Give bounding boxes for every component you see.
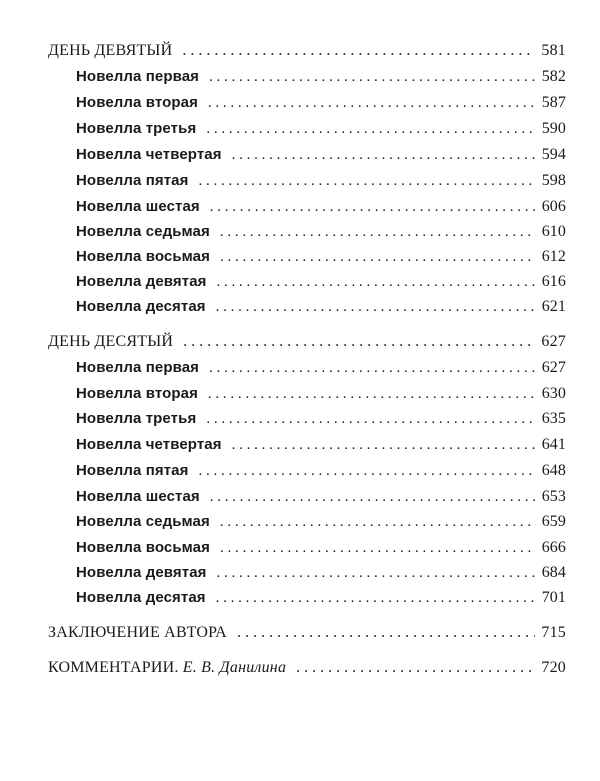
dot-leader	[216, 590, 536, 607]
toc-entry-title: Новелла шестая	[76, 198, 200, 215]
toc-page-number: 648	[541, 462, 566, 479]
toc-entry-title: Новелла десятая	[76, 298, 206, 315]
toc-entry	[76, 385, 566, 403]
dot-leader	[220, 224, 536, 241]
toc-page-number: 616	[541, 273, 566, 290]
toc-entry-title: Новелла вторая	[76, 385, 198, 402]
toc-entry	[76, 298, 566, 316]
dot-leader	[182, 42, 535, 60]
toc-page-number: 594	[541, 146, 566, 163]
dot-leader	[210, 199, 536, 216]
toc-page-number: 581	[541, 42, 566, 59]
dot-leader	[220, 514, 536, 531]
toc-entry-title: Новелла девятая	[76, 564, 207, 581]
dot-leader	[217, 274, 536, 291]
dot-leader	[206, 121, 535, 138]
toc-entry-title: ДЕНЬ ДЕВЯТЫЙ	[48, 42, 173, 59]
toc-entry	[76, 488, 566, 506]
toc-entry-title-wrap	[48, 659, 286, 677]
dot-leader	[209, 360, 536, 377]
toc-page-number: 587	[541, 94, 566, 111]
toc-entry-title: Новелла вторая	[76, 94, 198, 111]
dot-leader	[183, 333, 535, 351]
toc-page-number: 684	[541, 564, 566, 581]
toc-page-number: 720	[541, 659, 566, 676]
toc-page-number: 598	[541, 172, 566, 189]
toc-page-number: 666	[541, 539, 566, 556]
toc-page-number: 627	[541, 359, 566, 376]
toc-page-number: 635	[541, 410, 566, 427]
toc-page-number: 715	[541, 624, 566, 641]
toc-entry-title: КОММЕНТАРИИ.	[48, 659, 179, 676]
dot-leader	[210, 489, 536, 506]
dot-leader	[237, 624, 535, 642]
toc-page-number: 612	[541, 248, 566, 265]
toc-entry	[76, 94, 566, 112]
toc-entry-comments	[48, 659, 566, 677]
dot-leader	[217, 565, 536, 582]
toc-entry	[76, 120, 566, 138]
toc-entry	[76, 198, 566, 216]
toc-page-number: 610	[541, 223, 566, 240]
toc-entry	[76, 172, 566, 190]
toc-page-number: 653	[541, 488, 566, 505]
toc-entry	[76, 248, 566, 266]
dot-leader	[208, 95, 536, 112]
dot-leader	[232, 147, 536, 164]
toc-entry-author: Е. В. Данилина	[182, 659, 287, 676]
toc-entry-conclusion	[48, 624, 566, 642]
toc-entry-day-nine	[48, 42, 566, 60]
toc-entry-title: Новелла пятая	[76, 172, 189, 189]
toc-entry	[76, 589, 566, 607]
dot-leader	[216, 299, 536, 316]
toc-entry	[76, 539, 566, 557]
dot-leader	[232, 437, 536, 454]
toc-entry-title: Новелла десятая	[76, 589, 206, 606]
toc-entry	[76, 564, 566, 582]
toc-entry	[76, 359, 566, 377]
dot-leader	[209, 69, 536, 86]
toc-page-number: 582	[541, 68, 566, 85]
toc-page-number: 659	[541, 513, 566, 530]
dot-leader	[296, 659, 535, 677]
toc-entry	[76, 410, 566, 428]
toc-entry-title: ЗАКЛЮЧЕНИЕ АВТОРА	[48, 624, 227, 641]
toc-entry-title: Новелла пятая	[76, 462, 189, 479]
toc-entry-title: Новелла седьмая	[76, 223, 210, 240]
toc-entry-title: Новелла восьмая	[76, 539, 210, 556]
toc-page-number: 606	[541, 198, 566, 215]
toc-entry	[76, 462, 566, 480]
toc-entry-title: Новелла третья	[76, 120, 197, 137]
toc-page-number: 590	[541, 120, 566, 137]
toc-page-number: 641	[541, 436, 566, 453]
dot-leader	[220, 540, 536, 557]
toc-entry	[76, 513, 566, 531]
toc-page-number: 627	[541, 333, 566, 350]
toc-entry-title: Новелла седьмая	[76, 513, 210, 530]
toc-page-number: 621	[541, 298, 566, 315]
toc-entry	[76, 223, 566, 241]
toc-entry-day-ten	[48, 333, 566, 351]
toc-entry-title: Новелла первая	[76, 359, 200, 376]
toc-page-number: 701	[541, 589, 566, 606]
toc-entry-title: Новелла третья	[76, 410, 197, 427]
toc-entry	[76, 146, 566, 164]
dot-leader	[198, 173, 535, 190]
dot-leader	[208, 386, 536, 403]
dot-leader	[206, 411, 535, 428]
toc-entry-title: ДЕНЬ ДЕСЯТЫЙ	[48, 333, 174, 350]
toc-entry	[76, 273, 566, 291]
toc-entry-title: Новелла восьмая	[76, 248, 210, 265]
toc-entry-title: Новелла шестая	[76, 488, 200, 505]
toc-entry-title: Новелла первая	[76, 68, 200, 85]
toc-page-number: 630	[541, 385, 566, 402]
toc-entry-title: Новелла девятая	[76, 273, 207, 290]
toc-entry-title: Новелла четвертая	[76, 146, 222, 163]
dot-leader	[198, 463, 535, 480]
toc-entry	[76, 436, 566, 454]
toc-entry	[76, 68, 566, 86]
toc-entry-title: Новелла четвертая	[76, 436, 222, 453]
dot-leader	[220, 249, 536, 266]
